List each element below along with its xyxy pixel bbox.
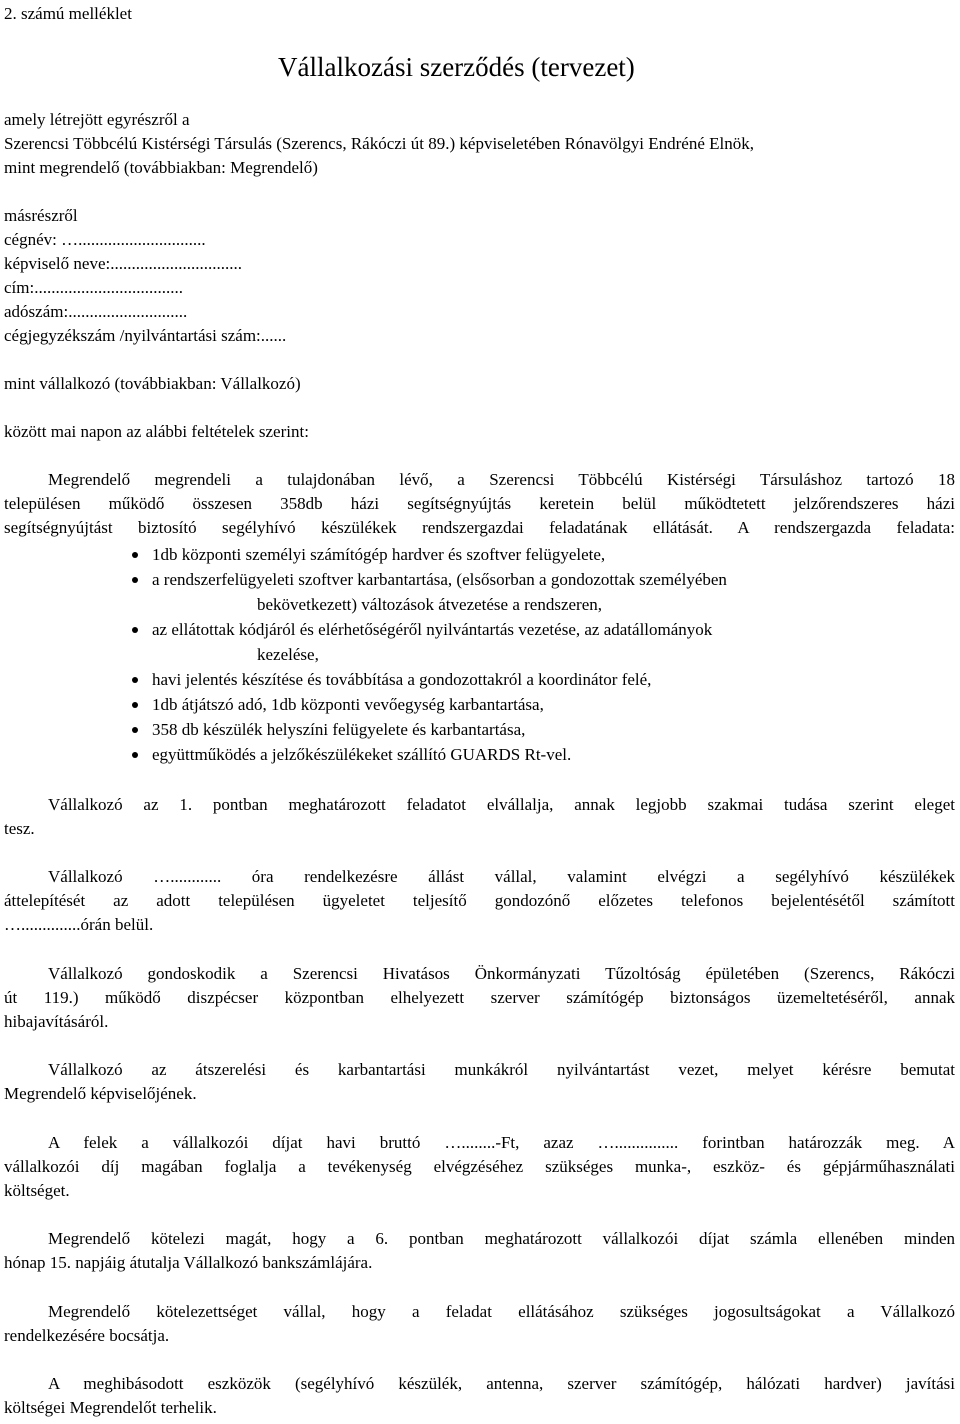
bullet-icon	[132, 702, 138, 708]
paragraph-line: hibajavításáról.	[4, 1012, 109, 1031]
paragraph-line: Vállalkozó gondoskodik a Szerencsi Hivatásos Önkormányzati Tűzoltóság épületében (Szerencs, Rákóczi	[48, 964, 955, 983]
list-item-text: az ellátottak kódjáról és elérhetőségéről nyilvántartás vezetése, az adatállományok	[152, 620, 713, 639]
paragraph-line: Vállalkozó …............ óra rendelkezésre állást vállal, valamint elvégzi a segélyhívó készülékek	[48, 867, 955, 886]
list-item-continuation: bekövetkezett) változások átvezetése a rendszeren,	[257, 595, 603, 614]
list-item-text: 1db központi személyi számítógép hardver és szoftver felügyelete,	[152, 545, 606, 564]
bullet-icon	[132, 727, 138, 733]
paragraph-line: …..............órán belül.	[4, 915, 154, 934]
paragraph-line: Megrendelő megrendeli a tulajdonában lévő, a Szerencsi Többcélú Kistérségi Társuláshoz tartozó 18	[48, 470, 955, 489]
paragraph-line: Vállalkozó az átszerelési és karbantartási munkákról nyilvántartást vezet, melyet kérésre bemutat	[48, 1060, 955, 1079]
representative-field: képviselő neve:...............................	[4, 254, 242, 273]
paragraph-line: A felek a vállalkozói díjat havi bruttó …........-Ft, azaz …............... forintban határozzák meg. A	[48, 1133, 955, 1152]
conditions-intro: között mai napon az alábbi feltételek szerint:	[4, 422, 309, 441]
paragraph-line: Megrendelő kötelezi magát, hogy a 6. pontban meghatározott vállalkozói díjat számla ellenében minden	[48, 1229, 955, 1248]
bullet-icon	[132, 552, 138, 558]
list-item-text: a rendszerfelügyeleti szoftver karbantartása, (elsősorban a gondozottak személyében	[152, 570, 727, 589]
address-field: cím:...................................	[4, 278, 183, 297]
paragraph-line: Megrendelő kötelezettséget vállal, hogy a feladat ellátásához szükséges jogosultságokat a Vállalkozó	[48, 1302, 955, 1321]
paragraph-line: A meghibásodott eszközök (segélyhívó készülék, antenna, szerver számítógép, hálózati hardver) javítási	[48, 1374, 955, 1393]
paragraph-line: áttelepítését az adott településen ügyeletet teljesítő gondozónő előzetes telefonos bejelentésétől számított	[4, 891, 955, 910]
other-party-heading: másrészről	[4, 206, 78, 225]
paragraph-line: költségei Megrendelőt terhelik.	[4, 1398, 217, 1417]
bullet-icon	[132, 752, 138, 758]
paragraph-line: rendelkezésére bocsátja.	[4, 1326, 170, 1345]
paragraph-line: hónap 15. napjáig átutalja Vállalkozó bankszámlájára.	[4, 1253, 373, 1272]
bullet-icon	[132, 577, 138, 583]
intro-line: Szerencsi Többcélú Kistérségi Társulás (Szerencs, Rákóczi út 89.) képviseletében Rónavölgyi Endréné Elnök,	[4, 134, 754, 153]
paragraph-line: vállalkozói díj magában foglalja a tevékenység elvégzéséhez szükséges munka-, eszköz- és gépjárműhasználati	[4, 1157, 955, 1176]
bullet-icon	[132, 627, 138, 633]
paragraph-line: segítségnyújtást biztosító segélyhívó készülékek rendszergazdai feladatának ellátását. A rendszergazda feladata:	[4, 518, 955, 537]
list-item-text: havi jelentés készítése és továbbítása a gondozottakról a koordinátor felé,	[152, 670, 652, 689]
company-name-field: cégnév: …..............................	[4, 230, 206, 249]
paragraph-line: Vállalkozó az 1. pontban meghatározott feladatot elvállalja, annak legjobb szakmai tudása szerint eleget	[48, 795, 955, 814]
intro-line: mint megrendelő (továbbiakban: Megrendelő)	[4, 158, 318, 177]
paragraph-line: út 119.) működő diszpécser központban elhelyezett szerver számítógép biztonságos üzemeltetéséről, annak	[4, 988, 955, 1007]
paragraph-line: településen működő összesen 358db házi segítségnyújtás keretein belül működtetett jelzőrendszeres házi	[4, 494, 955, 513]
list-item-text: együttműködés a jelzőkészülékeket szállító GUARDS Rt-vel.	[152, 745, 572, 764]
document-title: Vállalkozási szerződés (tervezet)	[278, 52, 635, 82]
paragraph-line: költséget.	[4, 1181, 70, 1200]
list-item-continuation: kezelése,	[257, 645, 319, 664]
registration-number-field: cégjegyzékszám /nyilvántartási szám:......	[4, 326, 287, 345]
list-item-text: 358 db készülék helyszíni felügyelete és karbantartása,	[152, 720, 526, 739]
tax-number-field: adószám:............................	[4, 302, 188, 321]
bullet-icon	[132, 677, 138, 683]
paragraph-line: Megrendelő képviselőjének.	[4, 1084, 197, 1103]
annex-label: 2. számú melléklet	[4, 4, 132, 23]
contractor-definition: mint vállalkozó (továbbiakban: Vállalkozó)	[4, 374, 301, 393]
intro-line: amely létrejött egyrészről a	[4, 110, 190, 129]
paragraph-line: tesz.	[4, 819, 35, 838]
list-item-text: 1db átjátszó adó, 1db központi vevőegység karbantartása,	[152, 695, 544, 714]
